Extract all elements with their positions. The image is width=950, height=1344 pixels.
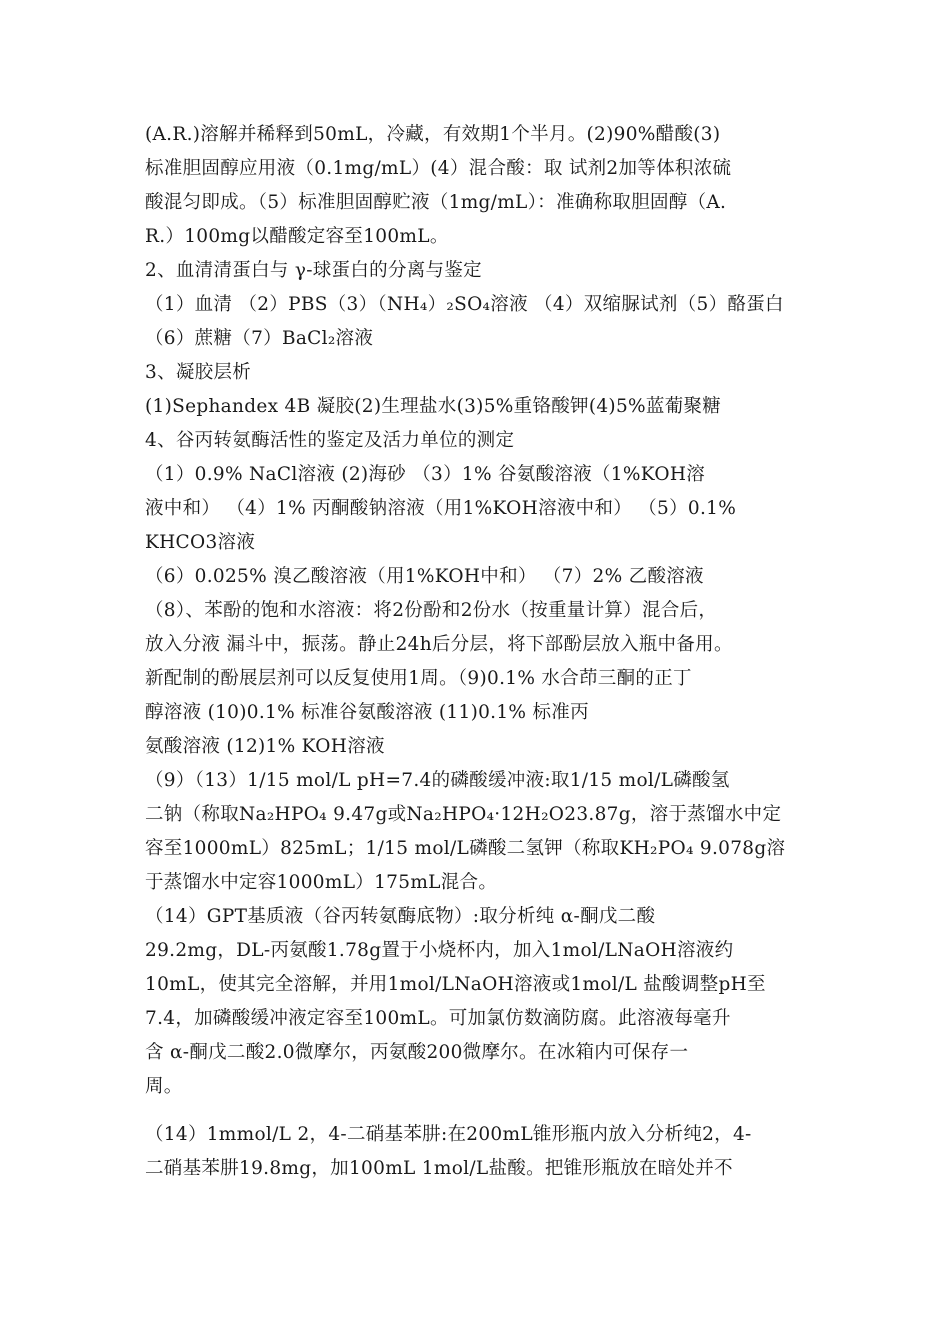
text-line: 醇溶液 (10)0.1% 标准谷氨酸溶液 (11)0.1% 标准丙: [145, 702, 589, 723]
text-line: 10mL，使其完全溶解，并用1mol/LNaOH溶液或1mol/L 盐酸调整pH至: [145, 974, 766, 995]
text-line: (1)Sephandex 4B 凝胶(2)生理盐水(3)5%重铬酸钾(4)5%蓝葡聚糖: [145, 396, 722, 417]
text-line: 二钠（称取Na₂HPO₄ 9.47g或Na₂HPO₄·12H₂O23.87g，溶于蒸馏水中定: [145, 804, 782, 825]
section-heading: 3、凝胶层析: [145, 362, 252, 383]
section-heading: 4、谷丙转氨酶活性的鉴定及活力单位的测定: [145, 430, 515, 451]
text-line: 周。: [145, 1076, 183, 1097]
text-line: 标准胆固醇应用液（0.1mg/mL）(4）混合酸：取 试剂2加等体积浓硫: [145, 158, 732, 179]
paragraph-gap: [145, 1104, 815, 1118]
text-line: 含 α-酮戊二酸2.0微摩尔，丙氨酸200微摩尔。在冰箱内可保存一: [145, 1042, 689, 1063]
text-line: 液中和） （4）1% 丙酮酸钠溶液（用1%KOH溶液中和） （5）0.1%: [145, 498, 737, 519]
text-line: 放入分液 漏斗中，振荡。静止24h后分层，将下部酚层放入瓶中备用。: [145, 634, 733, 655]
text-line: （8）、苯酚的饱和水溶液：将2份酚和2份水（按重量计算）混合后，: [145, 600, 718, 621]
text-line: R.）100mg以醋酸定容至100mL。: [145, 226, 449, 247]
document-body: [145, 118, 815, 1186]
text-line: 7.4，加磷酸缓冲液定容至100mL。可加氯仿数滴防腐。此溶液每毫升: [145, 1008, 731, 1029]
text-line: 容至1000mL）825mL；1/15 mol/L磷酸二氢钾（称取KH₂PO₄ 9.078g溶: [145, 838, 786, 859]
text-line: （14）1mmol/L 2，4-二硝基苯肼:在200mL锥形瓶内放入分析纯2，4-: [145, 1124, 752, 1145]
text-line: 氨酸溶液 (12)1% KOH溶液: [145, 736, 385, 757]
text-line: （6）0.025% 溴乙酸溶液（用1%KOH中和） （7）2% 乙酸溶液: [145, 566, 704, 587]
text-line: （1）血清 （2）PBS（3）（NH₄）₂SO₄溶液 （4）双缩脲试剂（5）酪蛋白: [145, 294, 784, 315]
text-line: 于蒸馏水中定容1000mL）175mL混合。: [145, 872, 498, 893]
text-line: （1）0.9% NaCl溶液 (2)海砂 （3）1% 谷氨酸溶液（1%KOH溶: [145, 464, 706, 485]
text-line: KHCO3溶液: [145, 532, 256, 553]
text-line: 酸混匀即成。（5）标准胆固醇贮液（1mg/mL）：准确称取胆固醇（A.: [145, 192, 727, 213]
text-line: 新配制的酚展层剂可以反复使用1周。（9)0.1% 水合茚三酮的正丁: [145, 668, 692, 689]
section-heading: 2、血清清蛋白与 γ-球蛋白的分离与鉴定: [145, 260, 482, 281]
text-line: 二硝基苯肼19.8mg，加100mL 1mol/L盐酸。把锥形瓶放在暗处并不: [145, 1158, 733, 1179]
text-line: (A.R.)溶解并稀释到50mL，冷藏，有效期1个半月。(2)90%醋酸(3): [145, 124, 721, 145]
text-line: 29.2mg，DL-丙氨酸1.78g置于小烧杯内，加入1mol/LNaOH溶液约: [145, 940, 734, 961]
text-line: （9）（13）1/15 mol/L pH=7.4的磷酸缓冲液:取1/15 mol/L磷酸氢: [145, 770, 730, 791]
text-line: （14）GPT基质液（谷丙转氨酶底物）:取分析纯 α-酮戊二酸: [145, 906, 656, 927]
text-line: （6）蔗糖（7）BaCl₂溶液: [145, 328, 374, 349]
